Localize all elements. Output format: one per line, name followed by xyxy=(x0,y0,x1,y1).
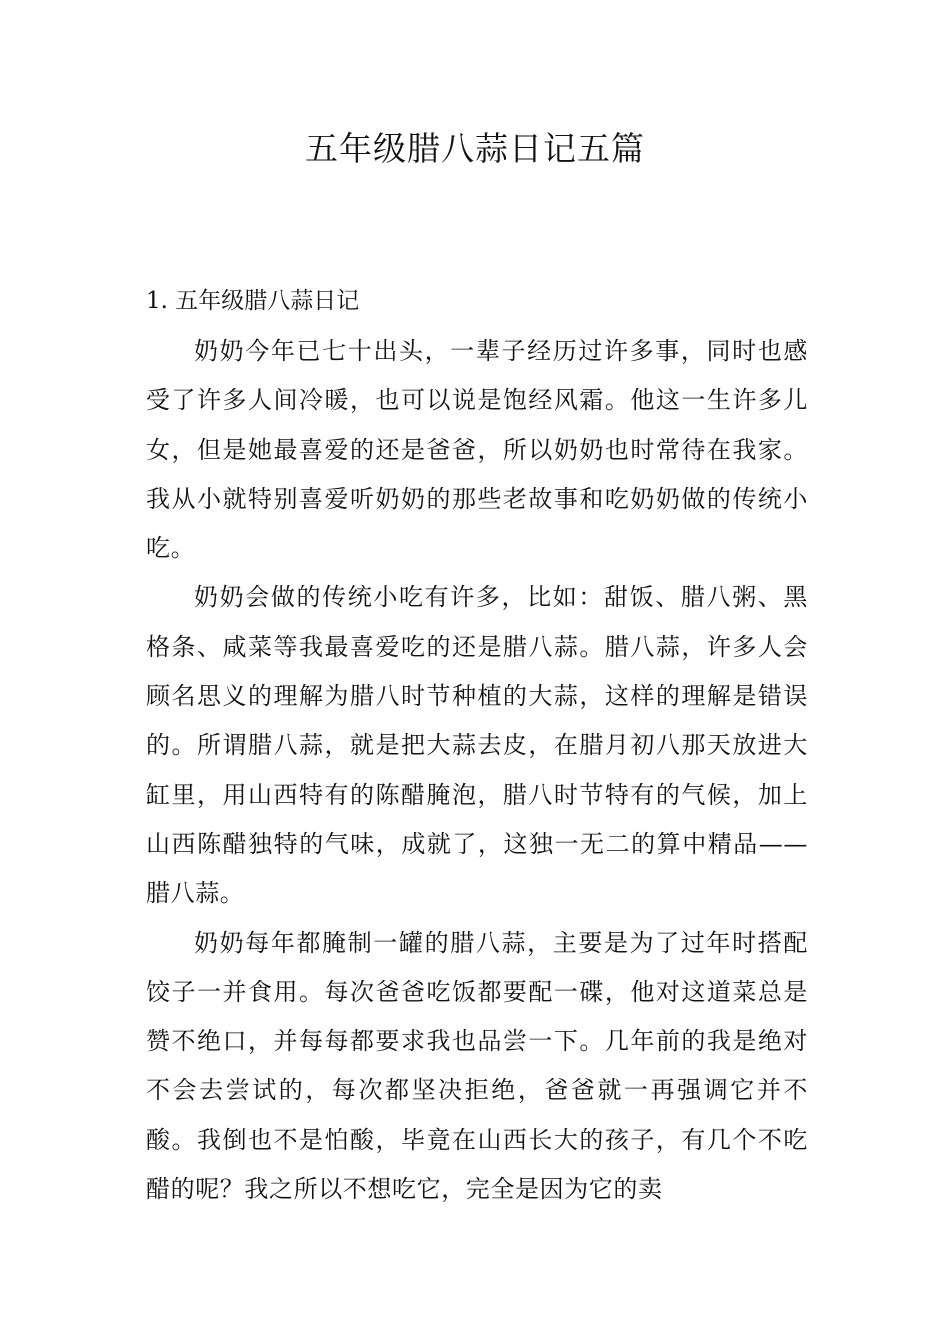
section-heading: 1. 五年级腊八蒜日记 xyxy=(146,288,360,314)
paragraph: 奶奶会做的传统小吃有许多，比如：甜饭、腊八粥、黑格条、咸菜等我最喜爱吃的还是腊八蒜。腊八蒜，许多人会顾名思义的理解为腊八时节种植的大蒜，这样的理解是错误的。所谓腊八蒜，就是把大蒜去皮，在腊月初八那天放进大缸里，用山西特有的陈醋腌泡，腊八时节特有的气候，加上山西陈醋独特的气味，成就了，这独一无二的算中精品——腊八蒜。 xyxy=(146,583,808,908)
section-body xyxy=(146,327,808,1214)
paragraph: 奶奶每年都腌制一罐的腊八蒜，主要是为了过年时搭配饺子一并食用。每次爸爸吃饭都要配一碟，他对这道菜总是赞不绝口，并每每都要求我也品尝一下。几年前的我是绝对不会去尝试的，每次都坚决拒绝，爸爸就一再强调它并不酸。我倒也不是怕酸，毕竟在山西长大的孩子，有几个不吃醋的呢？我之所以不想吃它，完全是因为它的卖 xyxy=(146,928,808,1204)
paragraph: 奶奶今年已七十出头，一辈子经历过许多事，同时也感受了许多人间冷暖，也可以说是饱经风霜。他这一生许多儿女，但是她最喜爱的还是爸爸，所以奶奶也时常待在我家。我从小就特别喜爱听奶奶的那些老故事和吃奶奶做的传统小吃。 xyxy=(146,337,808,563)
document-title: 五年级腊八蒜日记五篇 xyxy=(305,129,645,168)
